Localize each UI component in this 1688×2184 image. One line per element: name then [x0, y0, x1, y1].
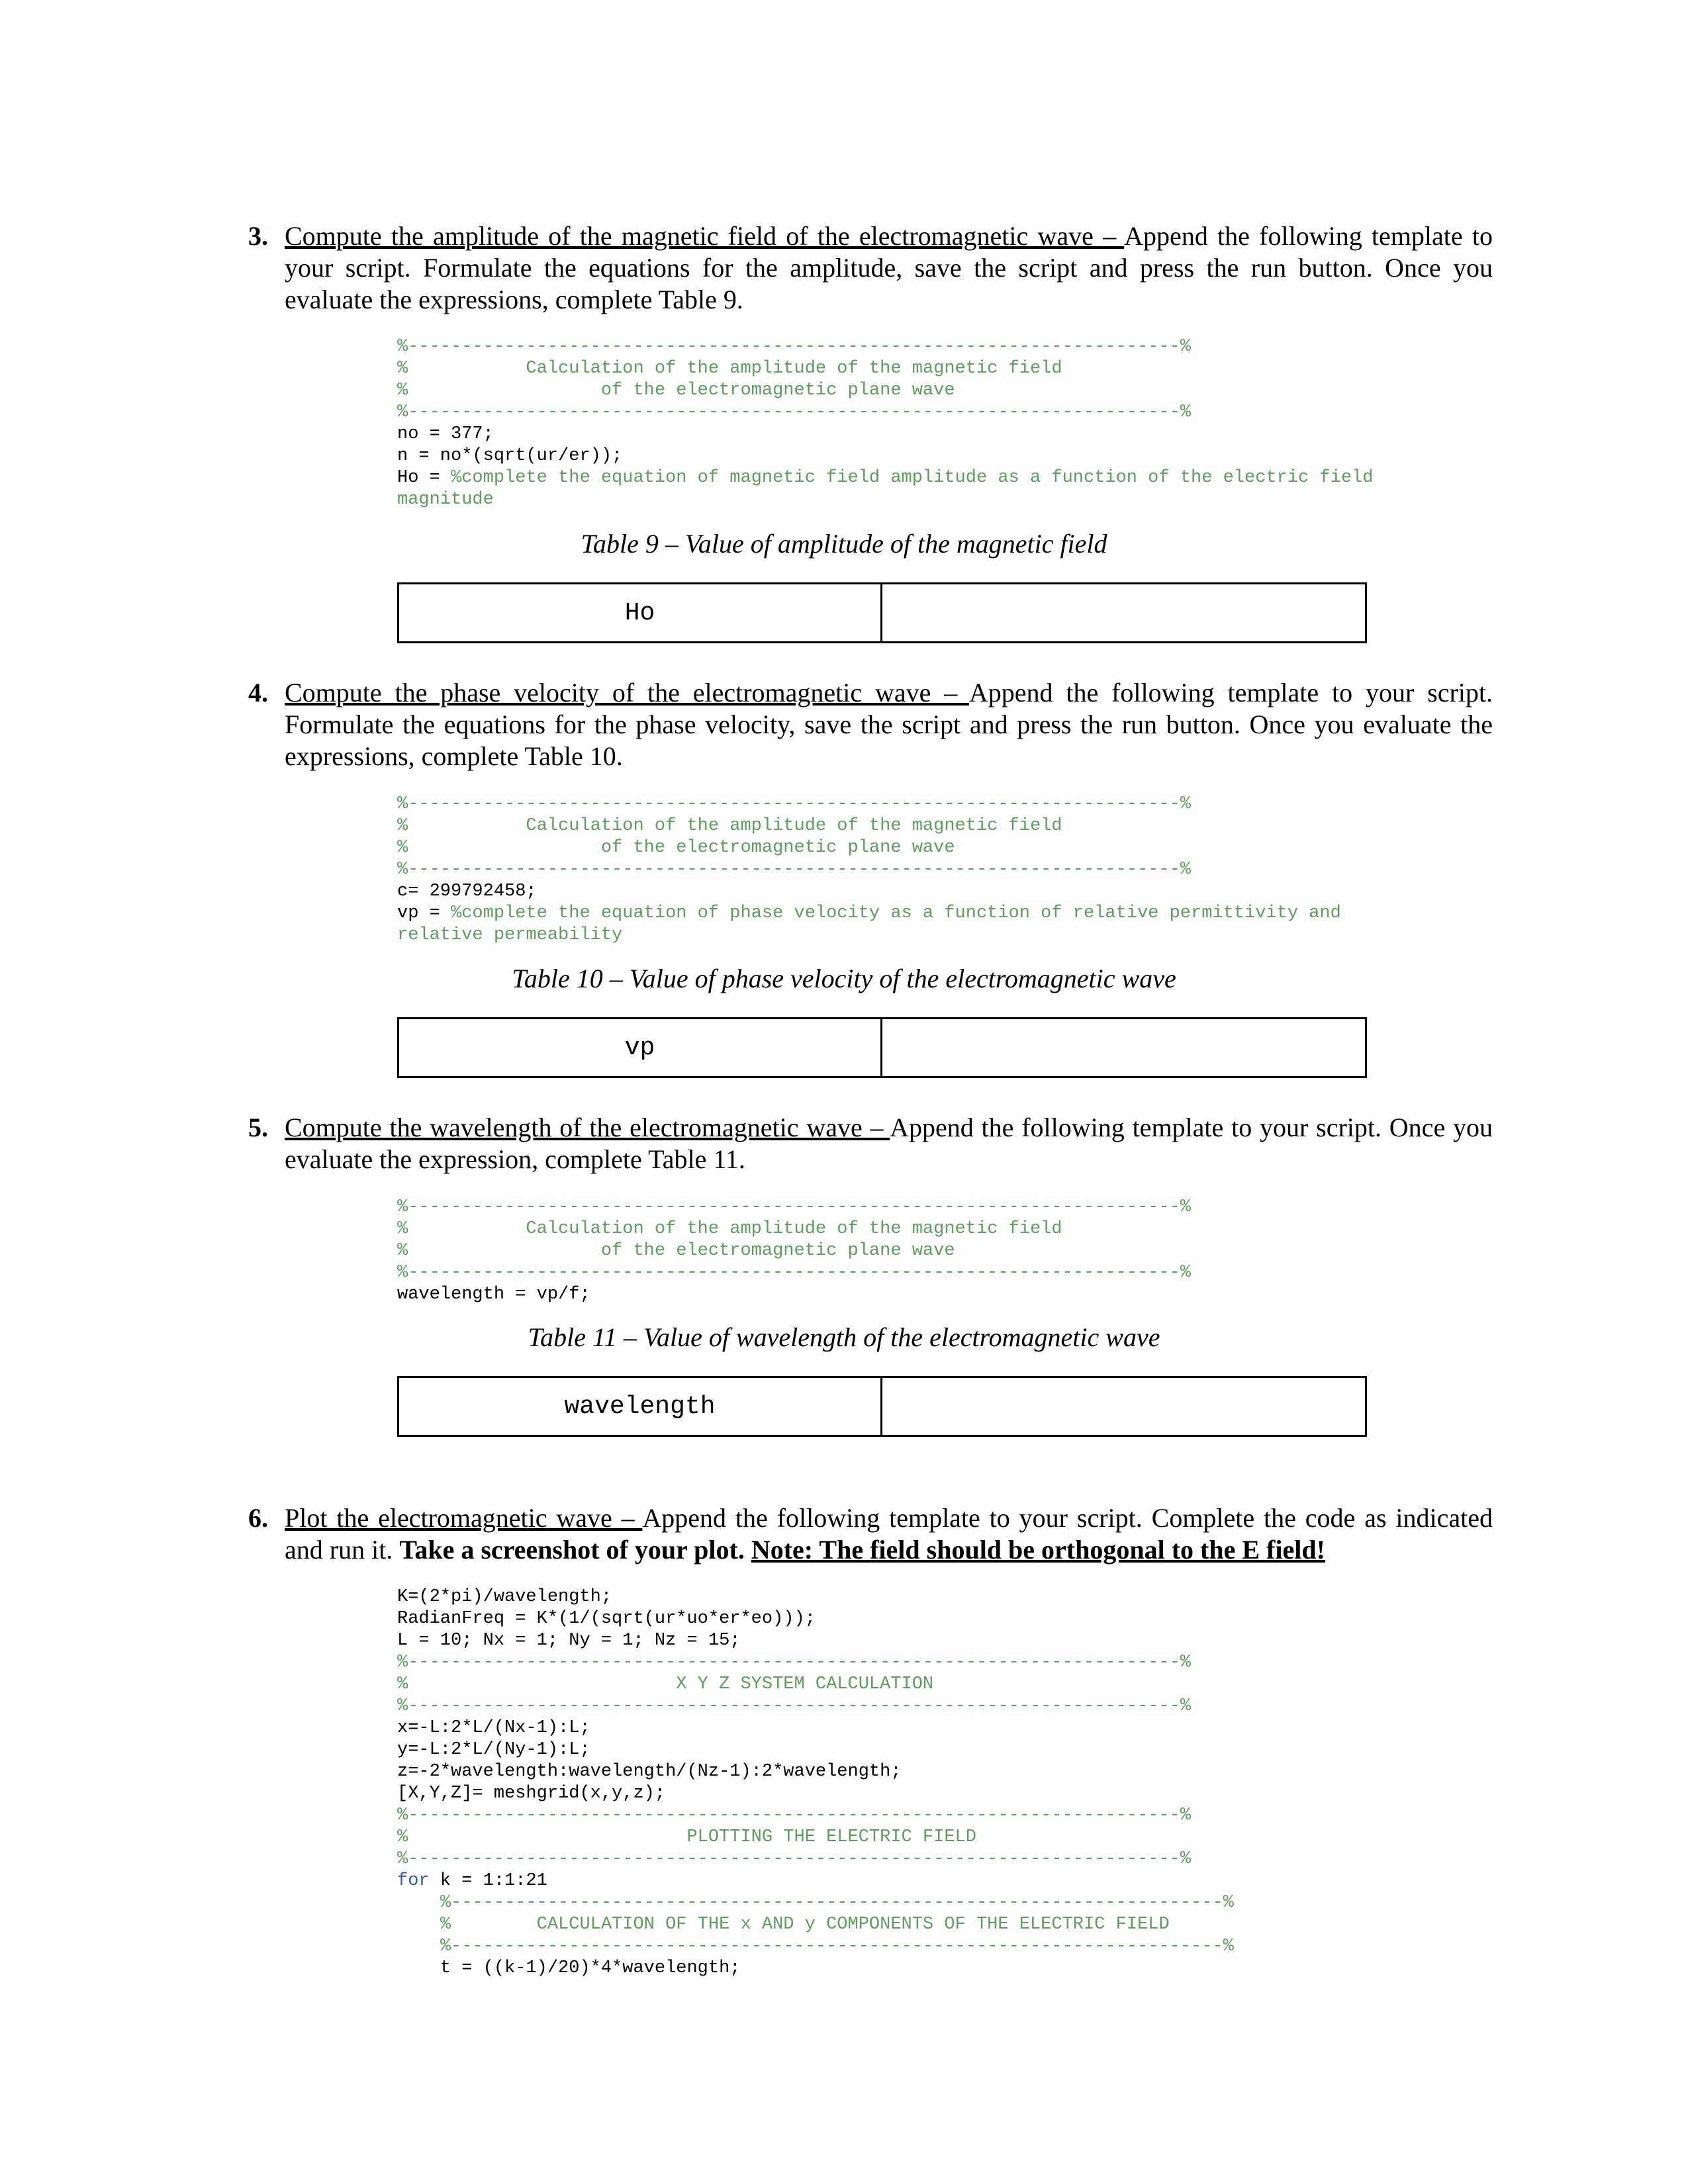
code-line	[397, 358, 1373, 380]
code-comment: % of the electromagnetic plane wave	[397, 1241, 955, 1261]
code-text: wavelength = vp/f;	[397, 1285, 590, 1304]
section-title: Compute the amplitude of the magnetic field of the electromagnetic wave –	[285, 221, 1125, 251]
code-comment: %------------------------------------------------------------------------%	[440, 1893, 1234, 1913]
table-9-caption: Table 9 – Value of amplitude of the magnetic field	[581, 529, 1107, 559]
section-body: Append the following template to your script. Formulate the equations for the amplitude, save the script and press the run button. Once you evaluate the expressions, complete Table 9.	[285, 221, 1493, 314]
table-9	[397, 582, 1367, 643]
code-line	[397, 1805, 1234, 1827]
code-line	[397, 1262, 1191, 1284]
section-5-heading	[248, 1112, 1493, 1175]
code-line	[397, 1761, 1234, 1783]
code-line	[397, 1608, 1234, 1630]
code-line	[397, 1870, 1234, 1892]
code-comment: % X Y Z SYSTEM CALCULATION	[397, 1674, 934, 1694]
code-comment: %------------------------------------------------------------------------%	[440, 1936, 1234, 1956]
code-text	[397, 1915, 440, 1934]
code-text: vp =	[397, 903, 451, 923]
table-10-caption: Table 10 – Value of phase velocity of the electromagnetic wave	[512, 964, 1176, 993]
table-10-label: vp	[399, 1019, 882, 1076]
code-line	[397, 1848, 1234, 1870]
section-number: 5.	[248, 1113, 268, 1142]
code-comment: relative permeability	[397, 925, 623, 945]
section-6-heading	[248, 1502, 1493, 1566]
section-6	[248, 1502, 1493, 1566]
code-line	[397, 1197, 1191, 1218]
section-body: Append the following template to your script. Formulate the equations for the phase velocity, save the script and press the run button. Once you evaluate the expressions, complete Table 10.	[285, 678, 1493, 771]
code-comment: %------------------------------------------------------------------------%	[397, 1696, 1191, 1716]
code-comment: magnitude	[397, 490, 494, 510]
code-comment: %------------------------------------------------------------------------%	[397, 1263, 1191, 1283]
code-line	[397, 424, 1373, 445]
code-comment: %------------------------------------------------------------------------%	[397, 1653, 1191, 1672]
code-comment: %------------------------------------------------------------------------%	[397, 794, 1191, 814]
code-line	[397, 1586, 1234, 1608]
section-title: Compute the phase velocity of the electromagnetic wave –	[285, 678, 969, 707]
code-line	[397, 1218, 1191, 1240]
section-note: Note: The field should be orthogonal to the E field!	[751, 1535, 1325, 1565]
code-text: k = 1:1:21	[429, 1871, 547, 1891]
table-11-label: wavelength	[399, 1378, 882, 1435]
code-line	[397, 1630, 1234, 1652]
table-11	[397, 1376, 1367, 1437]
table-9-value	[882, 584, 1365, 641]
code-text: n = no*(sqrt(ur/er));	[397, 446, 623, 466]
code-line	[397, 1240, 1191, 1262]
code-text: K=(2*pi)/wavelength;	[397, 1587, 612, 1607]
code-line	[397, 1914, 1234, 1936]
code-comment: %------------------------------------------------------------------------%	[397, 1849, 1191, 1869]
code-text: L = 10; Nx = 1; Ny = 1; Nz = 15;	[397, 1631, 741, 1651]
section-3-heading	[248, 220, 1493, 316]
code-line	[397, 1284, 1191, 1306]
code-comment: %complete the equation of magnetic field amplitude as a function of the electric field	[451, 468, 1374, 488]
code-text: y=-L:2*L/(Ny-1):L;	[397, 1740, 590, 1760]
code-line	[397, 1674, 1234, 1696]
code-comment: %------------------------------------------------------------------------%	[397, 860, 1191, 880]
code-comment: % CALCULATION OF THE x AND y COMPONENTS OF THE ELECTRIC FIELD	[440, 1915, 1170, 1934]
code-line	[397, 1783, 1234, 1805]
code-comment: % Calculation of the amplitude of the magnetic field	[397, 1219, 1062, 1239]
code-line	[397, 1892, 1234, 1914]
code-comment: %------------------------------------------------------------------------%	[397, 1197, 1191, 1217]
section-5	[248, 1112, 1493, 1175]
section-number: 6.	[248, 1503, 268, 1533]
code-block-5	[397, 1197, 1191, 1306]
section-number: 4.	[248, 678, 268, 707]
section-number: 3.	[248, 221, 268, 251]
code-line	[397, 467, 1373, 489]
code-line	[397, 336, 1373, 358]
code-line	[397, 1717, 1234, 1739]
code-line	[397, 881, 1341, 903]
code-text: c= 299792458;	[397, 882, 537, 901]
code-text: t = ((k-1)/20)*4*wavelength;	[397, 1958, 741, 1978]
code-line	[397, 815, 1341, 837]
section-title: Plot the electromagnetic wave –	[285, 1503, 643, 1533]
code-keyword: for	[397, 1871, 430, 1891]
table-11-value	[882, 1378, 1365, 1435]
section-body: Append the following template to your script. Once you evaluate the expression, complete Table 11.	[285, 1113, 1493, 1174]
code-text: Ho =	[397, 468, 451, 488]
code-comment: % PLOTTING THE ELECTRIC FIELD	[397, 1827, 976, 1847]
code-comment: % of the electromagnetic plane wave	[397, 381, 955, 400]
code-text: z=-2*wavelength:wavelength/(Nz-1):2*wavelength;	[397, 1762, 902, 1782]
section-4-heading	[248, 677, 1493, 772]
code-comment: %------------------------------------------------------------------------%	[397, 1805, 1191, 1825]
code-text: RadianFreq = K*(1/(sqrt(ur*uo*er*eo)));	[397, 1609, 816, 1629]
table-10	[397, 1017, 1367, 1078]
code-block-3	[397, 336, 1373, 511]
code-text	[397, 1893, 440, 1913]
code-text: x=-L:2*L/(Nx-1):L;	[397, 1718, 590, 1738]
section-title: Compute the wavelength of the electromagnetic wave –	[285, 1113, 890, 1142]
code-line	[397, 1652, 1234, 1674]
code-line	[397, 1739, 1234, 1761]
code-block-4	[397, 794, 1341, 946]
code-comment: %------------------------------------------------------------------------%	[397, 402, 1191, 422]
table-11-caption: Table 11 – Value of wavelength of the electromagnetic wave	[528, 1322, 1160, 1352]
code-line	[397, 837, 1341, 859]
section-bold-instruction: Take a screenshot of your plot.	[399, 1535, 751, 1565]
code-line	[397, 925, 1341, 946]
section-body: Append the following template to your script. Complete the code as indicated and run it.	[285, 1503, 1493, 1565]
code-line	[397, 489, 1373, 511]
code-text	[397, 1936, 440, 1956]
code-line	[397, 380, 1373, 402]
table-9-label: Ho	[399, 584, 882, 641]
code-comment: % of the electromagnetic plane wave	[397, 838, 955, 858]
code-text: [X,Y,Z]= meshgrid(x,y,z);	[397, 1784, 666, 1803]
code-line	[397, 1696, 1234, 1717]
code-line	[397, 402, 1373, 424]
code-text: no = 377;	[397, 424, 494, 444]
code-line	[397, 794, 1341, 815]
table-10-value	[882, 1019, 1365, 1076]
code-line	[397, 445, 1373, 467]
code-comment: %------------------------------------------------------------------------%	[397, 337, 1191, 357]
code-line	[397, 903, 1341, 925]
code-line	[397, 1958, 1234, 1979]
code-line	[397, 1936, 1234, 1958]
code-block-6	[397, 1586, 1234, 1979]
section-4	[248, 677, 1493, 772]
code-comment: % Calculation of the amplitude of the magnetic field	[397, 816, 1062, 836]
code-line	[397, 1827, 1234, 1848]
code-line	[397, 859, 1341, 881]
code-comment: % Calculation of the amplitude of the magnetic field	[397, 359, 1062, 379]
section-3	[248, 220, 1493, 316]
code-comment: %complete the equation of phase velocity as a function of relative permittivity and	[451, 903, 1341, 923]
